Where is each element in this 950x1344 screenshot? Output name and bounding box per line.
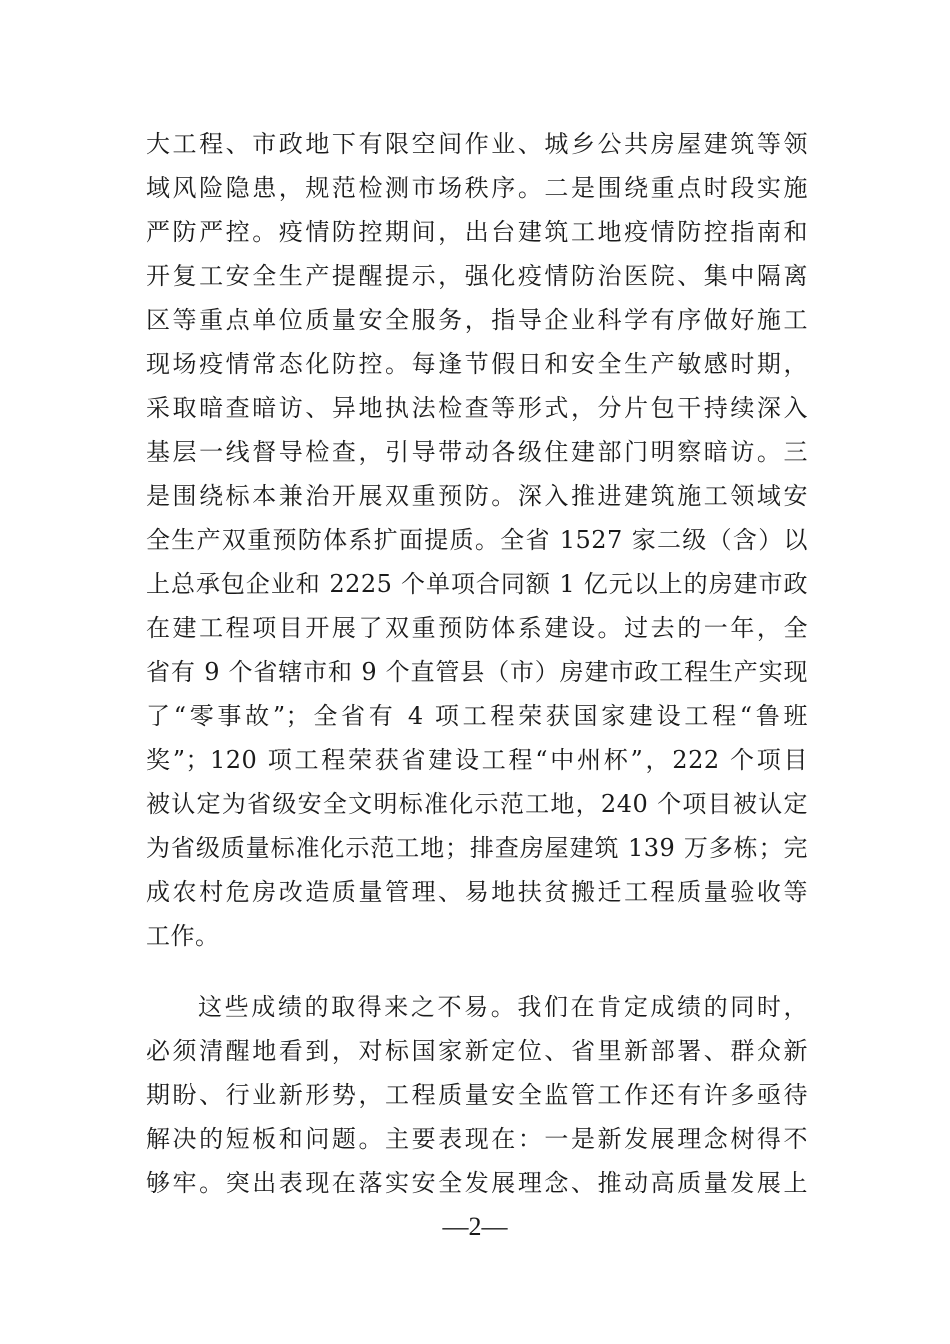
text-line: 开复工安全生产提醒提示，强化疫情防治医院、集中隔离 <box>146 262 808 290</box>
text-line: 奖”；120 项工程荣获省建设工程“中州杯”，222 个项目 <box>146 746 808 774</box>
text-line: 基层一线督导检查，引导带动各级住建部门明察暗访。三 <box>146 438 808 466</box>
text-line: 工作。 <box>146 922 220 950</box>
text-line: 采取暗查暗访、异地执法检查等形式，分片包干持续深入 <box>146 394 808 422</box>
text-line: 域风险隐患，规范检测市场秩序。二是围绕重点时段实施 <box>146 174 808 202</box>
text-line: 这些成绩的取得来之不易。我们在肯定成绩的同时， <box>198 993 808 1021</box>
text-line: 在建工程项目开展了双重预防体系建设。过去的一年，全 <box>146 614 808 642</box>
paragraph-1 <box>146 122 808 958</box>
text-line: 严防严控。疫情防控期间，出台建筑工地疫情防控指南和 <box>146 218 808 246</box>
text-line: 了“零事故”；全省有 4 项工程荣获国家建设工程“鲁班 <box>146 702 808 730</box>
text-line: 被认定为省级安全文明标准化示范工地，240 个项目被认定 <box>146 790 808 818</box>
paragraph-2 <box>146 985 808 1205</box>
text-line: 区等重点单位质量安全服务，指导企业科学有序做好施工 <box>146 306 808 334</box>
text-line: 现场疫情常态化防控。每逢节假日和安全生产敏感时期， <box>146 350 808 378</box>
text-line: 全生产双重预防体系扩面提质。全省 1527 家二级（含）以 <box>146 526 808 554</box>
text-line: 是围绕标本兼治开展双重预防。深入推进建筑施工领域安 <box>146 482 808 510</box>
page-number: —2— <box>442 1212 508 1241</box>
text-line: 为省级质量标准化示范工地；排查房屋建筑 139 万多栋；完 <box>146 834 808 862</box>
text-line: 上总承包企业和 2225 个单项合同额 1 亿元以上的房建市政 <box>146 570 808 598</box>
text-line: 成农村危房改造质量管理、易地扶贫搬迁工程质量验收等 <box>146 878 808 906</box>
text-line: 必须清醒地看到，对标国家新定位、省里新部署、群众新 <box>146 1037 808 1065</box>
text-line: 省有 9 个省辖市和 9 个直管县（市）房建市政工程生产实现 <box>146 658 808 686</box>
text-line: 大工程、市政地下有限空间作业、城乡公共房屋建筑等领 <box>146 130 808 158</box>
text-line: 够牢。突出表现在落实安全发展理念、推动高质量发展上 <box>146 1169 808 1197</box>
text-line: 期盼、行业新形势，工程质量安全监管工作还有许多亟待 <box>146 1081 808 1109</box>
text-line: 解决的短板和问题。主要表现在：一是新发展理念树得不 <box>146 1125 808 1153</box>
